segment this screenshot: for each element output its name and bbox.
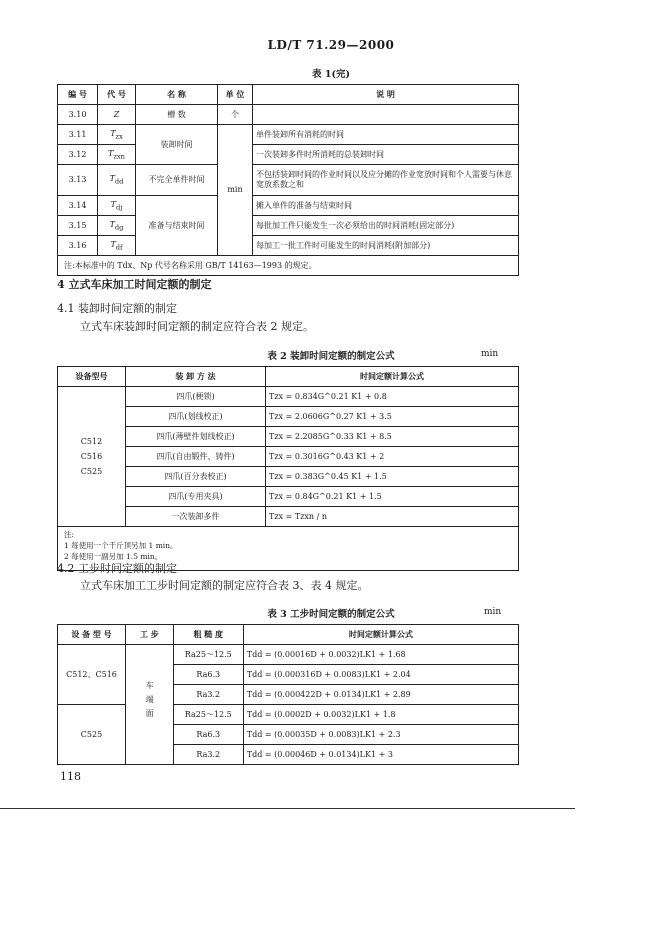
row-formula: Tzx = 0.383G^0.45 K1 + 1.5 — [266, 467, 519, 487]
table2-col-method: 装 卸 方 法 — [126, 367, 266, 387]
row-code: $T_{zx}$ — [98, 125, 136, 145]
row-roughness: Ra6.3 — [173, 725, 243, 745]
row-name: 槽 数 — [136, 105, 218, 125]
row-no: 3.15 — [58, 216, 98, 236]
note-item: 2 每使用一副另加 1.5 min。 — [64, 551, 163, 561]
table-row — [58, 645, 519, 665]
row-desc: 摊入单件的准备与结束时间 — [253, 196, 519, 216]
page-bottom-rule — [0, 808, 575, 809]
row-desc: 不包括装卸时间的作业时间以及应分摊的作业宽放时间和个人需要与休息宽放系数之和 — [253, 165, 519, 196]
row-roughness: Ra25～12.5 — [173, 645, 243, 665]
section-4-title: 4 立式车床加工时间定额的制定 — [57, 278, 212, 291]
table3-header-row — [58, 625, 519, 645]
table-row — [58, 487, 519, 507]
row-method: 四爪(划线校正) — [126, 407, 266, 427]
row-name: 装卸时间 — [136, 125, 218, 165]
table-row — [58, 145, 519, 165]
row-formula: Tdd = (0.00035D + 0.0083)LK1 + 2.3 — [243, 725, 518, 745]
table2-header-row — [58, 367, 519, 387]
row-desc: 一次装卸多件时所消耗的总装卸时间 — [253, 145, 519, 165]
row-formula: Tdd = (0.00016D + 0.0032)LK1 + 1.68 — [243, 645, 518, 665]
table-row — [58, 216, 519, 236]
table1-header-row — [58, 85, 519, 105]
row-roughness: Ra25～12.5 — [173, 705, 243, 725]
table-row — [58, 467, 519, 487]
table3-col-roughness: 粗 糙 度 — [173, 625, 243, 645]
table-row — [58, 196, 519, 216]
table-row — [58, 165, 519, 196]
section-4-2-text: 立式车床加工工步时间定额的制定应符合表 3、表 4 规定。 — [80, 579, 369, 592]
row-roughness: Ra6.3 — [173, 665, 243, 685]
row-roughness: Ra3.2 — [173, 685, 243, 705]
row-method: 四爪(薄壁件划线校正) — [126, 427, 266, 447]
table1-col-code: 代 号 — [98, 85, 136, 105]
row-code: Z — [98, 105, 136, 125]
row-step — [126, 645, 174, 765]
row-method: 四爪(自由锻件、铸件) — [126, 447, 266, 467]
row-formula: Tdd = (0.000422D + 0.0134)LK1 + 2.89 — [243, 685, 518, 705]
row-model: C525 — [58, 705, 126, 765]
row-formula: Tzx = 0.3016G^0.43 K1 + 2 — [266, 447, 519, 467]
row-formula: Tzx = Tzxn / n — [266, 507, 519, 527]
row-desc — [253, 105, 519, 125]
table-row — [58, 447, 519, 467]
note-item: 1 每使用一个千斤顶另加 1 min。 — [64, 540, 178, 550]
table2-col-formula: 时间定额计算公式 — [266, 367, 519, 387]
row-formula: Tzx = 2.2085G^0.33 K1 + 8.5 — [266, 427, 519, 447]
row-roughness: Ra3.2 — [173, 745, 243, 765]
table-row — [58, 125, 519, 145]
page-number: 118 — [60, 770, 81, 783]
row-method: 一次装卸多件 — [126, 507, 266, 527]
row-name: 准备与结束时间 — [136, 196, 218, 256]
table2-caption: 表 2 装卸时间定额的制定公式 — [267, 351, 395, 362]
table2-unit: min — [481, 349, 499, 359]
table1-caption: 表 1(完) — [312, 69, 350, 80]
table3-caption: 表 3 工步时间定额的制定公式 — [267, 609, 395, 620]
table1-col-unit: 单 位 — [218, 85, 253, 105]
table-row — [58, 507, 519, 527]
table3-col-step: 工 步 — [126, 625, 174, 645]
table2-model-cell — [58, 387, 126, 527]
row-name: 不完全单件时间 — [136, 165, 218, 196]
table1-note: 注:本标准中的 Tdx、Np 代号名称采用 GB/T 14163—1993 的规定。 — [58, 256, 519, 276]
table-row — [58, 387, 519, 407]
row-formula: Tzx = 0.84G^0.21 K1 + 1.5 — [266, 487, 519, 507]
row-formula: Tdd = (0.0002D + 0.0032)LK1 + 1.8 — [243, 705, 518, 725]
model-label: C516 — [80, 451, 103, 461]
table3 — [57, 624, 519, 765]
row-method: 四爪(专用夹具) — [126, 487, 266, 507]
row-no: 3.16 — [58, 236, 98, 256]
table2-col-model: 设备型号 — [58, 367, 126, 387]
row-formula: Tzx = 2.0606G^0.27 K1 + 3.5 — [266, 407, 519, 427]
table2 — [57, 366, 519, 571]
section-4-2-title: 4.2 工步时间定额的制定 — [57, 562, 177, 575]
row-code: $T_{df}$ — [98, 236, 136, 256]
row-formula: Tdd = (0.000316D + 0.0083)LK1 + 2.04 — [243, 665, 518, 685]
row-code: $T_{zxn}$ — [98, 145, 136, 165]
row-formula: Tzx = 0.834G^0.21 K1 + 0.8 — [266, 387, 519, 407]
document-header: LD/T 71.29—2000 — [267, 38, 395, 52]
table-row — [58, 105, 519, 125]
table-row — [58, 427, 519, 447]
row-no: 3.14 — [58, 196, 98, 216]
row-no: 3.12 — [58, 145, 98, 165]
row-code: $T_{dj}$ — [98, 196, 136, 216]
table-row — [58, 236, 519, 256]
table3-col-model: 设 备 型 号 — [58, 625, 126, 645]
row-model: C512、C516 — [58, 645, 126, 705]
row-unit: min — [218, 125, 253, 256]
table3-unit: min — [484, 607, 502, 617]
section-4-1-text: 立式车床装卸时间定额的制定应符合表 2 规定。 — [80, 320, 314, 333]
row-method: 四爪(百分表校正) — [126, 467, 266, 487]
model-label: C512 — [80, 436, 103, 446]
table1-col-no: 编 号 — [58, 85, 98, 105]
table1 — [57, 84, 519, 276]
row-code: $T_{dd}$ — [98, 165, 136, 196]
row-desc: 每批加工件只能发生一次必须给出的时间消耗(固定部分) — [253, 216, 519, 236]
model-label: C525 — [80, 467, 103, 477]
row-desc: 每加工一批工件时可能发生的时间消耗(附加部分) — [253, 236, 519, 256]
row-formula: Tdd = (0.00046D + 0.0134)LK1 + 3 — [243, 745, 518, 765]
table1-note-row — [58, 256, 519, 276]
step-label: 车端面 — [145, 681, 155, 724]
row-method: 四爪(梗锁) — [126, 387, 266, 407]
table1-col-name: 名 称 — [136, 85, 218, 105]
row-code: $T_{dg}$ — [98, 216, 136, 236]
row-unit: 个 — [218, 105, 253, 125]
table-row — [58, 407, 519, 427]
section-4-1-title: 4.1 装卸时间定额的制定 — [57, 302, 177, 315]
row-no: 3.10 — [58, 105, 98, 125]
row-no: 3.13 — [58, 165, 98, 196]
note-title: 注: — [64, 530, 75, 539]
table1-col-desc: 说 明 — [253, 85, 519, 105]
row-no: 3.11 — [58, 125, 98, 145]
table3-col-formula: 时间定额计算公式 — [243, 625, 518, 645]
row-desc: 单件装卸所有消耗的时间 — [253, 125, 519, 145]
